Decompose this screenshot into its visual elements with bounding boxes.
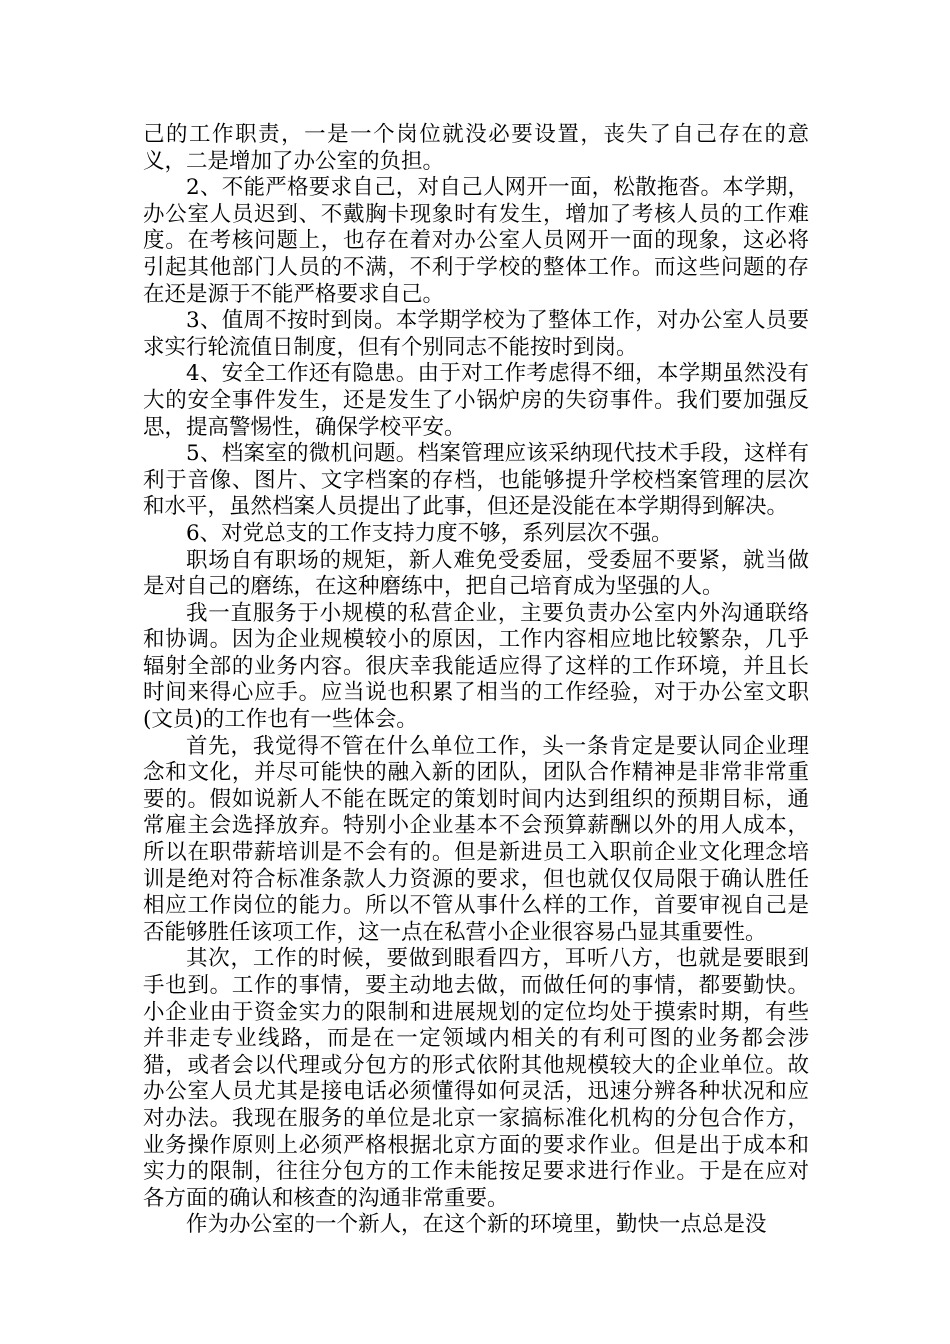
paragraph-issue-3: 3、值周不按时到岗。本学期学校为了整体工作，对办公室人员要求实行轮流值日制度，但有个别同志不能按时到岗。	[143, 308, 809, 360]
paragraph-experience: 我一直服务于小规模的私营企业，主要负责办公室内外沟通联络和协调。因为企业规模较小的原因，工作内容相应地比较繁杂，几乎辐射全部的业务内容。很庆幸我能适应得了这样的工作环境，并且长时间来得心应手。应当说也积累了相当的工作经验，对于办公室文职(文员)的工作也有一些体会。	[143, 600, 809, 733]
paragraph-continuation: 己的工作职责，一是一个岗位就没必要设置，丧失了自己存在的意义，二是增加了办公室的负担。	[143, 122, 809, 174]
paragraph-issue-4: 4、安全工作还有隐患。由于对工作考虑得不细，本学期虽然没有大的安全事件发生，还是发生了小锅炉房的失窃事件。我们要加强反思，提高警惕性，确保学校平安。	[143, 361, 809, 440]
paragraph-issue-2: 2、不能严格要求自己，对自己人网开一面，松散拖沓。本学期，办公室人员迟到、不戴胸卡现象时有发生，增加了考核人员的工作难度。在考核问题上，也存在着对办公室人员网开一面的现象，这必将引起其他部门人员的不满，不利于学校的整体工作。而这些问题的存在还是源于不能严格要求自己。	[143, 175, 809, 307]
document-body	[143, 122, 809, 1239]
paragraph-new-employee: 作为办公室的一个新人，在这个新的环境里，勤快一点总是没	[186, 1212, 767, 1238]
paragraph-workplace-rules: 职场自有职场的规矩，新人难免受委屈，受委屈不要紧，就当做是对自己的磨练，在这种磨练中，把自己培育成为坚强的人。	[143, 547, 809, 600]
paragraph-second-point: 其次，工作的时候，要做到眼看四方，耳听八方，也就是要眼到手也到。工作的事情，要主动地去做，而做任何的事情，都要勤快。小企业由于资金实力的限制和进展规划的定位均处于摸索时期，有些并非走专业线路，而是在一定领域内相关的有利可图的业务都会涉猎，或者会以代理或分包方的形式依附其他规模较大的企业单位。故办公室人员尤其是接电话必须懂得如何灵活，迅速分辨各种状况和应对办法。我现在服务的单位是北京一家搞标准化机构的分包合作方，业务操作原则上必须严格根据北京方面的要求作业。但是出于成本和实力的限制，往往分包方的工作未能按足要求进行作业。于是在应对各方面的确认和核查的沟通非常重要。	[143, 946, 809, 1211]
paragraph-first-point: 首先，我觉得不管在什么单位工作，头一条肯定是要认同企业理念和文化，并尽可能快的融入新的团队，团队合作精神是非常非常重要的。假如说新人不能在既定的策划时间内达到组织的预期目标，通常雇主会选择放弃。特别小企业基本不会预算薪酬以外的用人成本，所以在职带薪培训是不会有的。但是新进员工入职前企业文化理念培训是绝对符合标准条款人力资源的要求，但也就仅仅局限于确认胜任相应工作岗位的能力。所以不管从事什么样的工作，首要审视自己是否能够胜任该项工作，这一点在私营小企业很容易凸显其重要性。	[143, 733, 809, 945]
paragraph-issue-5: 5、档案室的微机问题。档案管理应该采纳现代技术手段，这样有利于音像、图片、文字档案的存档，也能够提升学校档案管理的层次和水平，虽然档案人员提出了此事，但还是没能在本学期得到解决。	[143, 441, 809, 520]
paragraph-issue-6: 6、对党总支的工作支持力度不够，系列层次不强。	[186, 520, 673, 546]
